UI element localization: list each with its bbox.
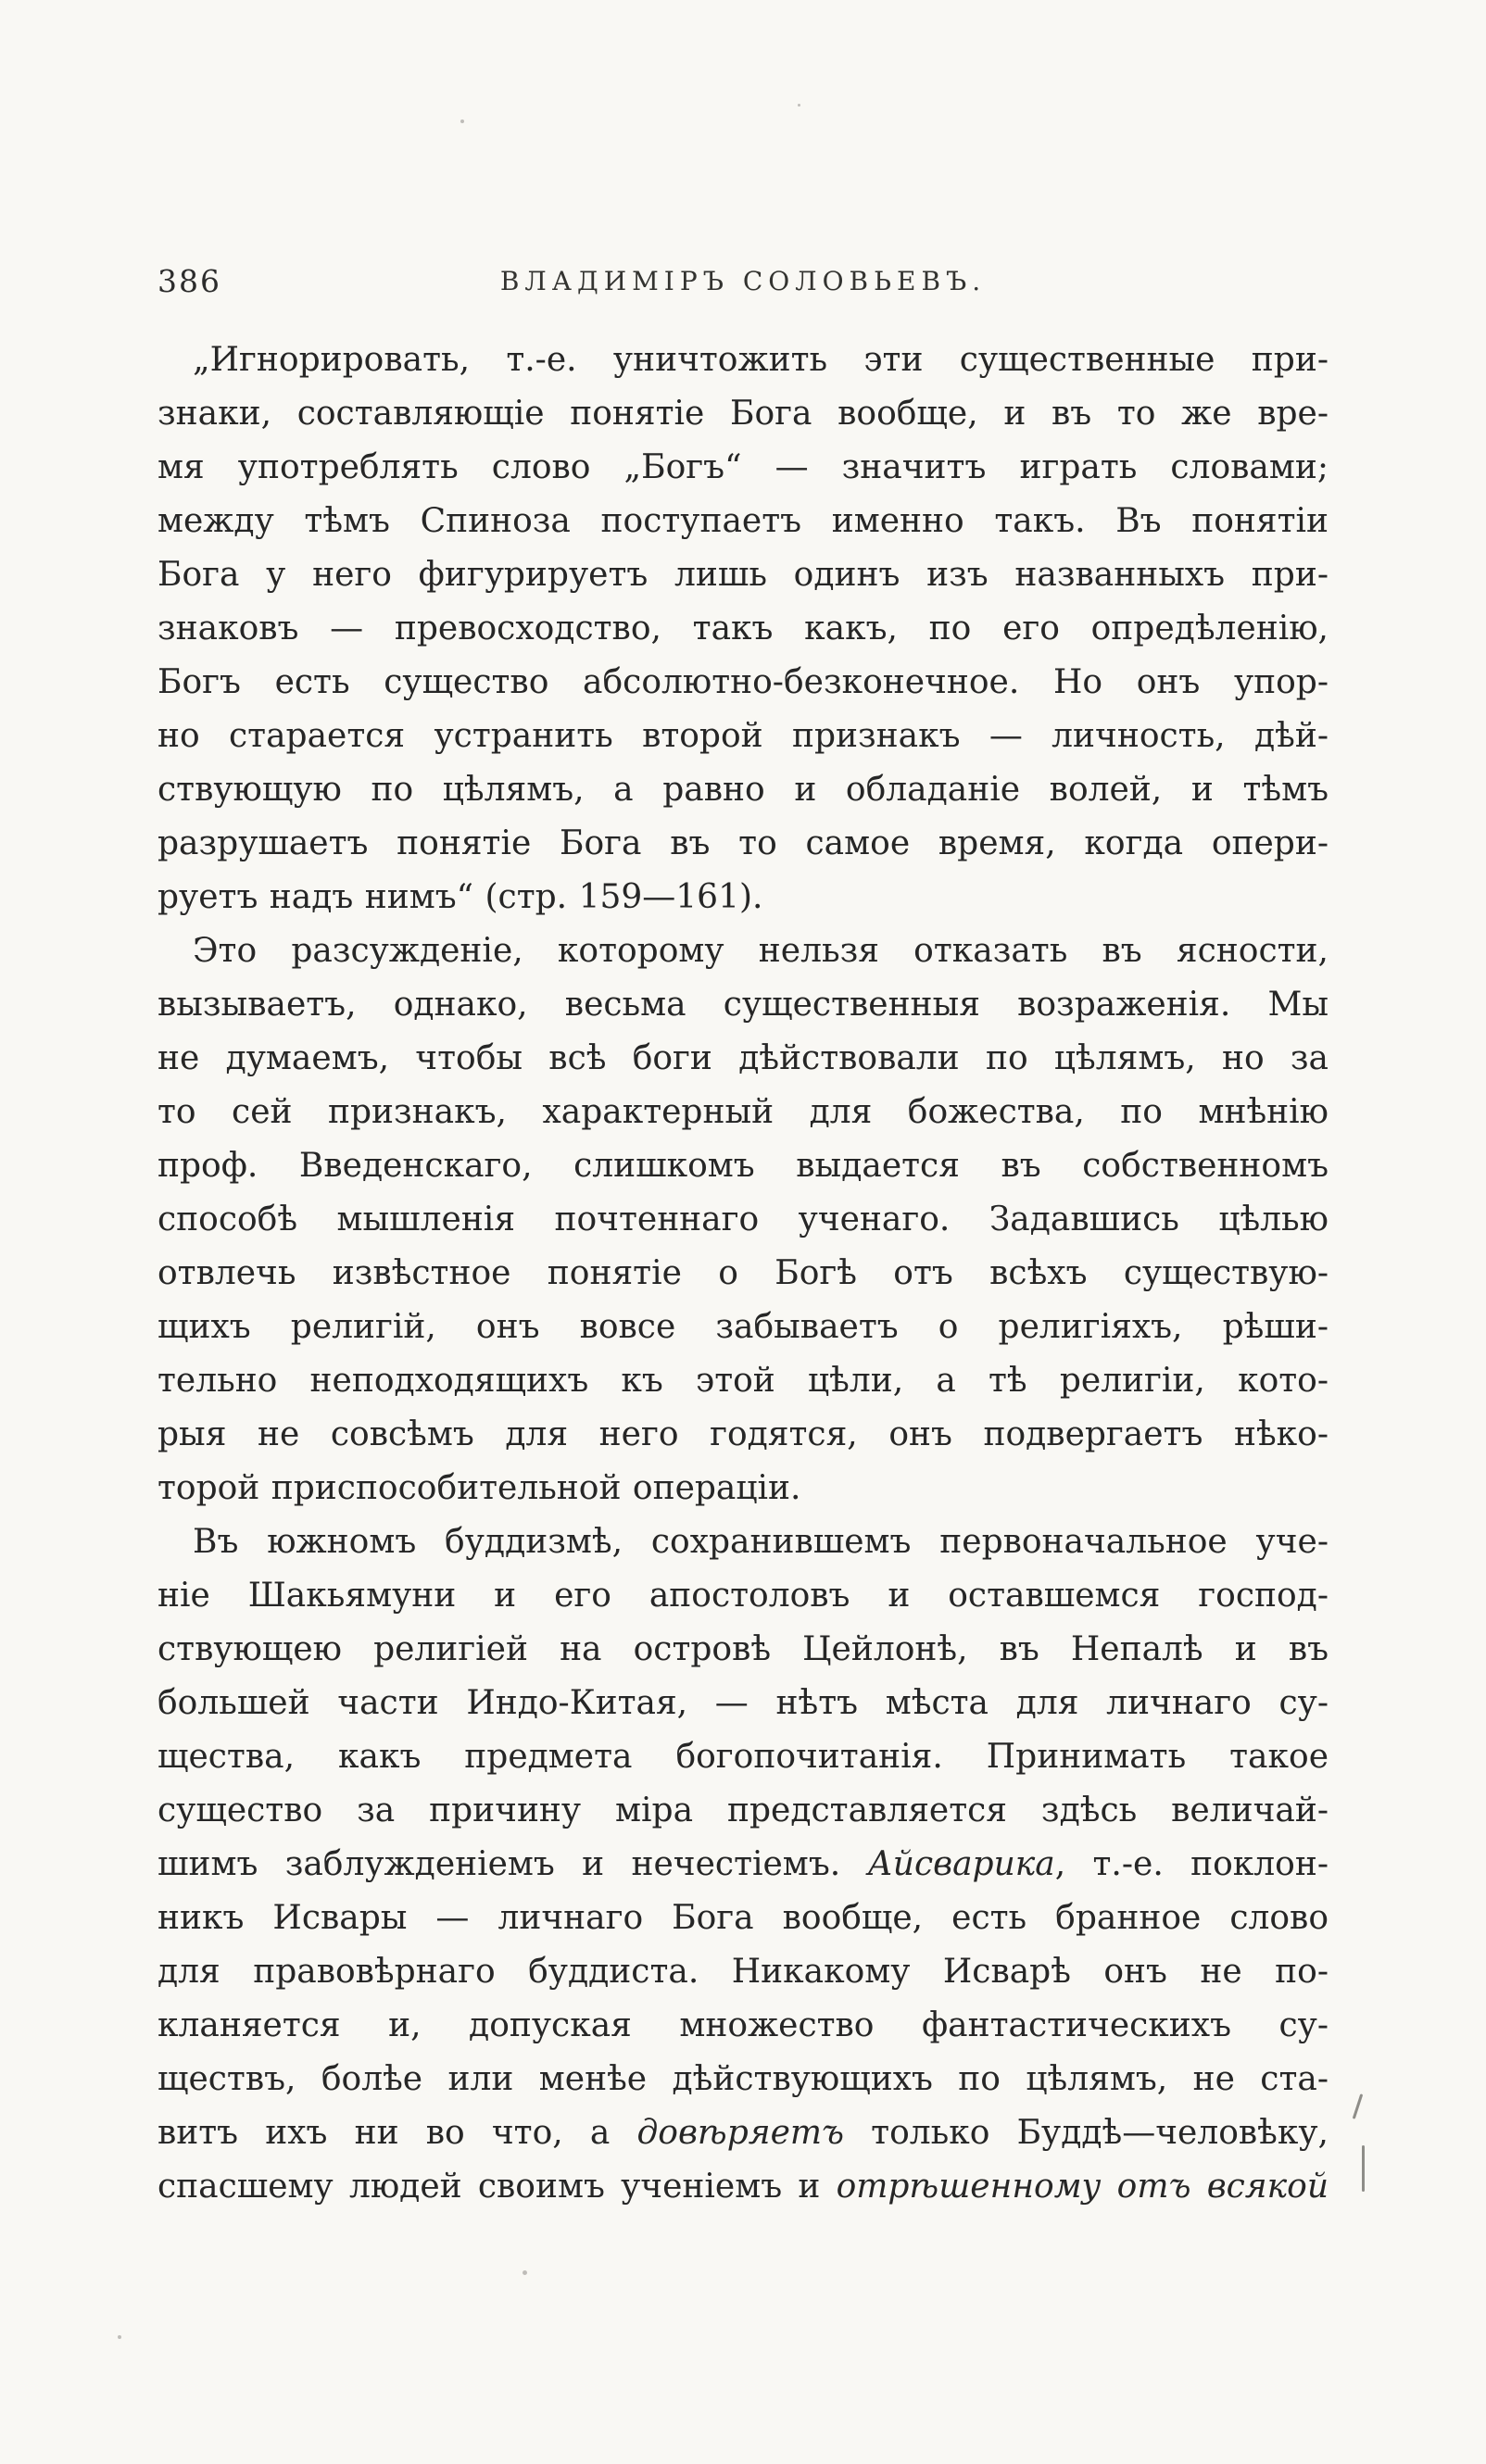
text-run: не думаемъ, чтобы всѣ боги дѣйствовали по цѣлямъ, но за — [157, 1039, 1329, 1077]
page-number: 386 — [157, 263, 221, 299]
text-line — [157, 441, 1329, 495]
text-run: торой приспособительной операціи. — [157, 1469, 801, 1507]
text-line — [157, 1462, 1329, 1515]
body-text — [157, 333, 1329, 2214]
text-run: проф. Введенскаго, слишкомъ выдается въ собственномъ — [157, 1147, 1329, 1185]
text-run: витъ ихъ ни во что, а — [157, 2114, 637, 2152]
text-line — [157, 1032, 1329, 1086]
scan-speck — [118, 2335, 121, 2339]
text-line — [157, 1139, 1329, 1193]
text-line — [157, 333, 1329, 387]
text-run: тельно неподходящихъ къ этой цѣли, а тѣ религіи, кото- — [157, 1362, 1329, 1400]
text-run: ніе Шакьямуни и его апостоловъ и оставшемся господ- — [157, 1577, 1329, 1615]
text-line — [157, 817, 1329, 871]
text-run: щихъ религій, онъ вовсе забываетъ о религіяхъ, рѣши- — [157, 1308, 1329, 1346]
text-run: Богъ есть существо абсолютно-безконечное. Но онъ упор- — [157, 663, 1329, 701]
text-run: существо за причину міра представляется здѣсь величай- — [157, 1791, 1329, 1829]
italic-text-run: Айсварика — [867, 1845, 1055, 1883]
text-line — [157, 871, 1329, 924]
text-line — [157, 710, 1329, 763]
text-line — [157, 1945, 1329, 1999]
text-run: щества, какъ предмета богопочитанія. Принимать такое — [157, 1738, 1329, 1776]
text-run: кланяется и, допуская множество фантастическихъ су- — [157, 2006, 1329, 2044]
text-run: „Игнорировать, т.-е. уничтожить эти существенные при- — [193, 341, 1329, 379]
text-line — [157, 2053, 1329, 2106]
text-line — [157, 2160, 1329, 2214]
text-run: никъ Исвары — личнаго Бога вообще, есть бранное слово — [157, 1899, 1329, 1937]
text-run: Это разсужденіе, которому нельзя отказать въ ясности, — [193, 932, 1329, 970]
text-line — [157, 495, 1329, 548]
text-line — [157, 1193, 1329, 1247]
text-run: Въ южномъ буддизмѣ, сохранившемъ первоначальное уче- — [193, 1523, 1329, 1561]
text-run: для правовѣрнаго буддиста. Никакому Исварѣ онъ не по- — [157, 1953, 1329, 1991]
italic-text-run: отрѣшенному отъ всякой — [836, 2168, 1329, 2206]
paragraph-southern-buddhism — [157, 1515, 1329, 2214]
text-line — [157, 1301, 1329, 1354]
text-line — [157, 1515, 1329, 1569]
italic-text-run: довѣряетъ — [636, 2114, 845, 2152]
text-line — [157, 1999, 1329, 2053]
text-run: то сей признакъ, характерный для божества, по мнѣнію — [157, 1093, 1329, 1131]
text-line — [157, 602, 1329, 656]
paragraph-spinoza-quote — [157, 333, 1329, 924]
text-run: вызываетъ, однако, весьма существенныя возраженія. Мы — [157, 986, 1329, 1024]
text-line — [157, 1408, 1329, 1462]
paragraph-commentary — [157, 924, 1329, 1515]
text-line — [157, 1677, 1329, 1730]
text-run: только Буддѣ—человѣку, — [844, 2114, 1329, 2152]
text-run: между тѣмъ Спиноза поступаетъ именно такъ. Въ понятіи — [157, 502, 1329, 540]
scan-speck — [523, 2270, 527, 2275]
text-run: знаковъ — превосходство, такъ какъ, по его опредѣленію, — [157, 610, 1329, 647]
text-run: спасшему людей своимъ ученіемъ и — [157, 2168, 837, 2206]
text-line — [157, 2106, 1329, 2160]
text-run: способѣ мышленія почтеннаго ученаго. Задавшись цѣлью — [157, 1201, 1329, 1238]
text-line — [157, 1730, 1329, 1784]
text-line — [157, 1247, 1329, 1301]
text-line — [157, 548, 1329, 602]
margin-scan-mark — [1362, 2145, 1365, 2192]
text-line — [157, 763, 1329, 817]
text-run: ществъ, болѣе или менѣе дѣйствующихъ по цѣлямъ, не ста- — [157, 2060, 1329, 2098]
text-line — [157, 924, 1329, 978]
text-run: разрушаетъ понятіе Бога въ то самое время, когда опери- — [157, 824, 1329, 862]
text-line — [157, 656, 1329, 710]
margin-scan-mark — [1353, 2093, 1364, 2119]
text-run: знаки, составляющіе понятіе Бога вообще, и въ то же вре- — [157, 395, 1329, 433]
text-line — [157, 1784, 1329, 1838]
text-line — [157, 1623, 1329, 1677]
text-run: шимъ заблужденіемъ и нечестіемъ. — [157, 1845, 868, 1883]
text-run: , т.-е. поклон- — [1054, 1845, 1329, 1883]
text-run: ствующею религіей на островѣ Цейлонѣ, въ Непалѣ и въ — [157, 1630, 1329, 1668]
text-run: большей части Индо-Китая, — нѣтъ мѣста для личнаго су- — [157, 1684, 1329, 1722]
text-line — [157, 1354, 1329, 1408]
text-line — [157, 387, 1329, 441]
page-header — [157, 261, 1329, 302]
text-line — [157, 1892, 1329, 1945]
text-run: отвлечь извѣстное понятіе о Богѣ отъ всѣхъ существую- — [157, 1254, 1329, 1292]
text-run: мя употреблять слово „Богъ“ — значитъ играть словами; — [157, 448, 1329, 486]
running-title: ВЛАДИМІРЪ СОЛОВЬЕВЪ. — [499, 266, 987, 296]
text-run: рыя не совсѣмъ для него годятся, онъ подвергаетъ нѣко- — [157, 1415, 1329, 1453]
text-run: руетъ надъ нимъ“ (стр. 159—161). — [157, 878, 763, 916]
scan-speck — [460, 119, 464, 123]
text-line — [157, 1838, 1329, 1892]
scan-speck — [798, 104, 800, 107]
text-run: Бога у него фигурируетъ лишь одинъ изъ названныхъ при- — [157, 556, 1329, 594]
text-line — [157, 978, 1329, 1032]
text-run: но старается устранить второй признакъ — личность, дѣй- — [157, 717, 1329, 755]
text-run: ствующую по цѣлямъ, а равно и обладаніе волей, и тѣмъ — [157, 771, 1329, 809]
text-line — [157, 1086, 1329, 1139]
text-line — [157, 1569, 1329, 1623]
